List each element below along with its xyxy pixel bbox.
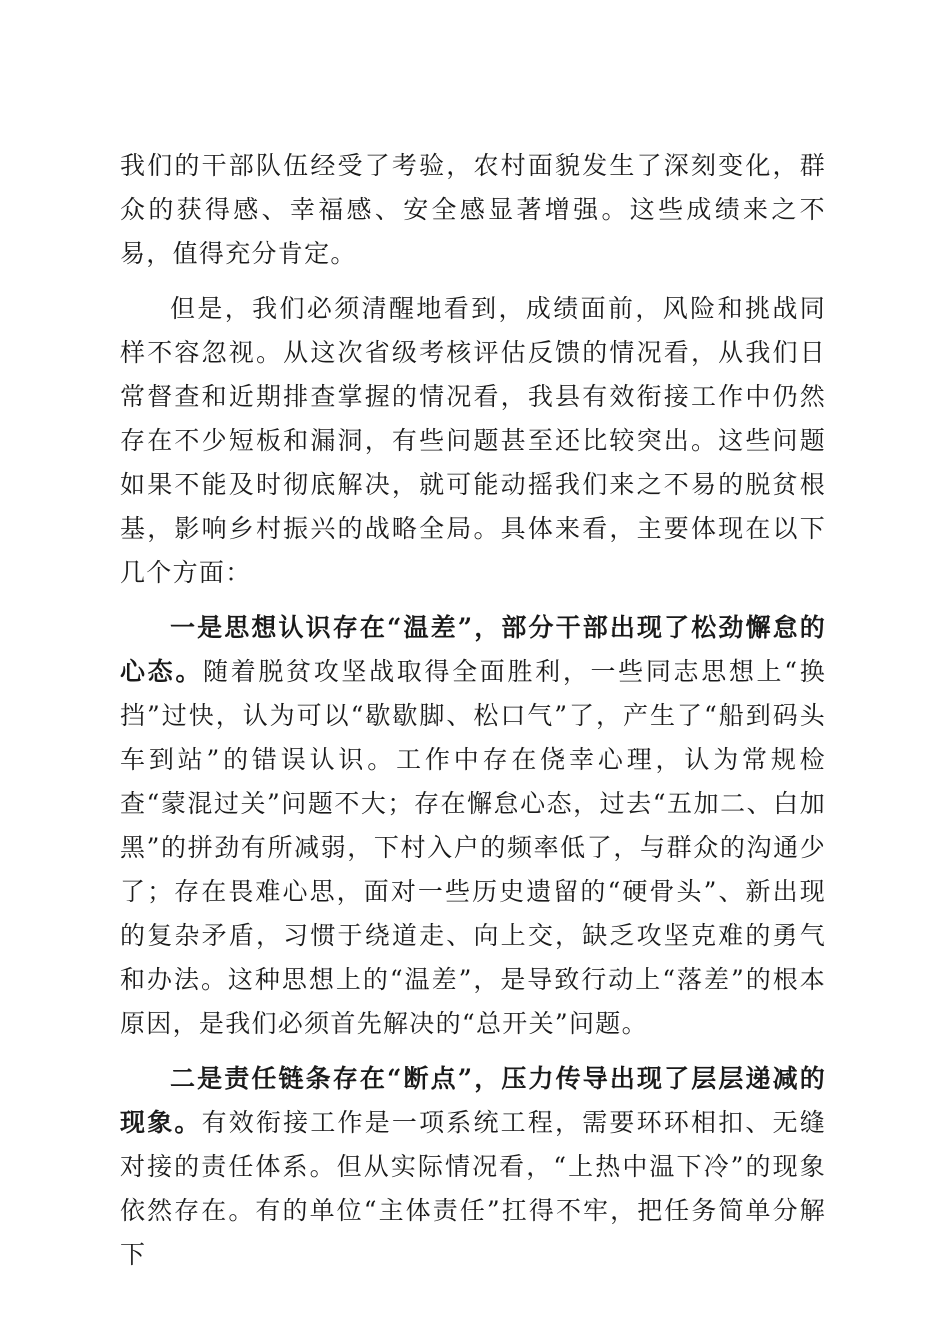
paragraph-3-lead: 一是思想认识存在“温差”，部分干部出现了松劲懈怠的心态。 xyxy=(120,613,826,686)
paragraph-2 xyxy=(120,287,826,595)
paragraph-4 xyxy=(120,1057,826,1277)
paragraph-3-text: 随着脱贫攻坚战取得全面胜利，一些同志思想上“换挡”过快，认为可以“歇歇脚、松口气”了，产生了“船到码头车到站”的错误认识。工作中存在侥幸心理，认为常规检查“蒙混过关”问题不大；存在懈怠心态，过去“五加二、白加黑”的拼劲有所减弱，下村入户的频率低了，与群众的沟通少了；存在畏难心思，面对一些历史遗留的“硬骨头”、新出现的复杂矛盾，习惯于绕道走、向上交，缺乏攻坚克难的勇气和办法。这种思想上的“温差”，是导致行动上“落差”的根本原因，是我们必须首先解决的“总开关”问题。 xyxy=(120,657,826,1038)
paragraph-4-text: 有效衔接工作是一项系统工程，需要环环相扣、无缝对接的责任体系。但从实际情况看，“上热中温下冷”的现象依然存在。有的单位“主体责任”扛得不牢，把任务简单分解下 xyxy=(120,1108,827,1269)
paragraph-1 xyxy=(120,144,826,276)
paragraph-3 xyxy=(120,606,826,1046)
document-body xyxy=(120,144,826,1288)
paragraph-2-text: 但是，我们必须清醒地看到，成绩面前，风险和挑战同样不容忽视。从这次省级考核评估反馈的情况看，从我们日常督查和近期排查掌握的情况看，我县有效衔接工作中仍然存在不少短板和漏洞，有些问题甚至还比较突出。这些问题如果不能及时彻底解决，就可能动摇我们来之不易的脱贫根基，影响乡村振兴的战略全局。具体来看，主要体现在以下几个方面： xyxy=(120,294,826,587)
paragraph-1-text: 我们的干部队伍经受了考验，农村面貌发生了深刻变化，群众的获得感、幸福感、安全感显著增强。这些成绩来之不易，值得充分肯定。 xyxy=(120,151,826,268)
paragraph-4-lead: 二是责任链条存在“断点”，压力传导出现了层层递减的现象。 xyxy=(120,1064,826,1137)
